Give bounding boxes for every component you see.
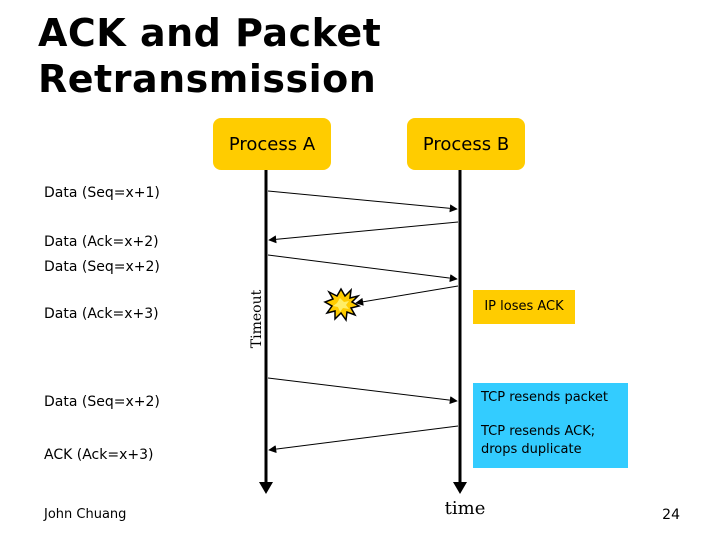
arrow-data-seq1 [268,191,457,209]
timeout-label: Timeout [249,289,265,349]
label-data-seq2-resend: Data (Seq=x+2) [44,394,160,410]
author-footer: John Chuang [44,507,127,522]
arrow-data-ack3-lost [356,286,458,303]
note-ip-loses-ack-text: IP loses ACK [484,299,564,314]
label-data-seq2: Data (Seq=x+2) [44,259,160,275]
note-ip-loses-ack [473,290,575,324]
arrow-ack-ack3 [269,426,458,450]
arrow-data-ack2 [269,222,458,240]
page-number: 24 [662,507,680,523]
note-tcp-resend-box [473,383,628,468]
arrow-data-seq2-resend [268,378,457,401]
note-tcp-resends-packet: TCP resends packet [481,390,608,405]
label-data-ack3: Data (Ack=x+3) [44,306,159,322]
time-axis-label: time [444,498,486,519]
note-tcp-resends-ack: TCP resends ACK; drops duplicate [481,424,596,457]
label-data-seq1: Data (Seq=x+1) [44,185,160,201]
process-b-label: Process B [422,133,510,155]
process-b-timeline-arrowhead [453,482,467,494]
label-data-ack2: Data (Ack=x+2) [44,234,159,250]
label-ack-ack3: ACK (Ack=x+3) [44,447,154,463]
slide-title: ACK and Packet Retransmission [38,11,382,101]
process-a-label: Process A [228,133,316,155]
process-a-timeline-arrowhead [259,482,273,494]
arrow-data-seq2 [268,255,457,279]
